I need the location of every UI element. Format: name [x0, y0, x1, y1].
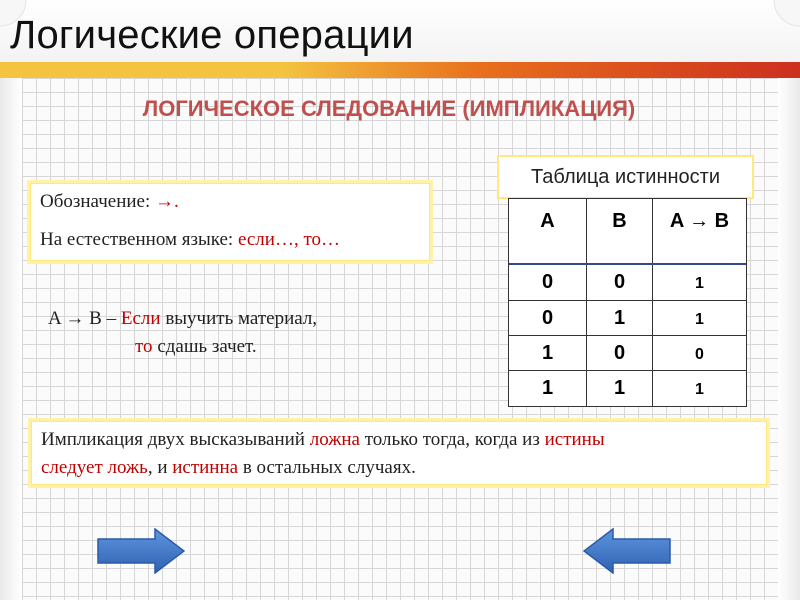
cell-result: 1 [695, 311, 704, 328]
header-stripe [0, 62, 800, 78]
table-row [509, 265, 746, 300]
rule-box [28, 418, 770, 488]
flower-decoration-icon [770, 0, 800, 30]
truth-table [508, 198, 747, 407]
header-b: B [612, 210, 627, 232]
definition-box [27, 180, 433, 264]
rule-text: в остальных случаях. [238, 457, 416, 478]
rule-false-word: ложна [309, 429, 360, 450]
example-line-1 [48, 308, 317, 330]
rule-text: только тогда, когда из [359, 429, 545, 450]
cell-a: 1 [541, 377, 554, 399]
notation-symbol: →. [155, 191, 179, 212]
rule-line-2 [41, 457, 416, 479]
table-row [509, 370, 746, 406]
cell-result: 1 [695, 381, 704, 398]
left-margin [0, 78, 22, 600]
page-title: Логические операции [10, 13, 414, 57]
example-if-word: Если [120, 308, 161, 329]
natural-language-line [40, 229, 340, 251]
example-rest-2: сдашь зачет. [152, 336, 257, 357]
cell-a: 1 [541, 342, 554, 364]
rule-text: Импликация двух высказываний [41, 429, 310, 450]
cell-b: 1 [613, 377, 626, 399]
rule-truth-word: истины [544, 429, 605, 450]
cell-result: 1 [695, 275, 704, 292]
rule-follows-word: следует ложь [41, 457, 148, 478]
notation-line [40, 191, 179, 213]
rule-text: , и [147, 457, 173, 478]
notation-label: Обозначение: [40, 191, 156, 212]
table-row [509, 300, 746, 336]
cell-result: 0 [695, 346, 704, 363]
cell-b: 1 [613, 307, 626, 329]
natural-language-value: если…, то… [237, 229, 341, 250]
cell-a: 0 [541, 271, 554, 293]
natural-language-label: На естественном языке: [40, 229, 238, 250]
cell-b: 0 [613, 342, 626, 364]
arrow-right-icon[interactable] [97, 528, 185, 574]
header-a-implies-b: A → B [669, 210, 730, 232]
table-row [509, 335, 746, 371]
truth-table-caption: Таблица истинности [497, 155, 754, 199]
right-margin [778, 78, 800, 600]
rule-line-1 [41, 429, 605, 451]
arrow-left-icon[interactable] [583, 528, 671, 574]
header-a: A [540, 210, 555, 232]
cell-b: 0 [613, 271, 626, 293]
example-then-word: то [135, 336, 153, 357]
cell-a: 0 [541, 307, 554, 329]
example-rest-1: выучить материал, [160, 308, 318, 329]
slide-subtitle: ЛОГИЧЕСКОЕ СЛЕДОВАНИЕ (ИМПЛИКАЦИЯ) [142, 96, 636, 121]
rule-true-word: истинна [172, 457, 239, 478]
example-prefix: A → B – [48, 308, 121, 329]
slide-header [0, 0, 800, 78]
example-line-2 [135, 336, 257, 358]
